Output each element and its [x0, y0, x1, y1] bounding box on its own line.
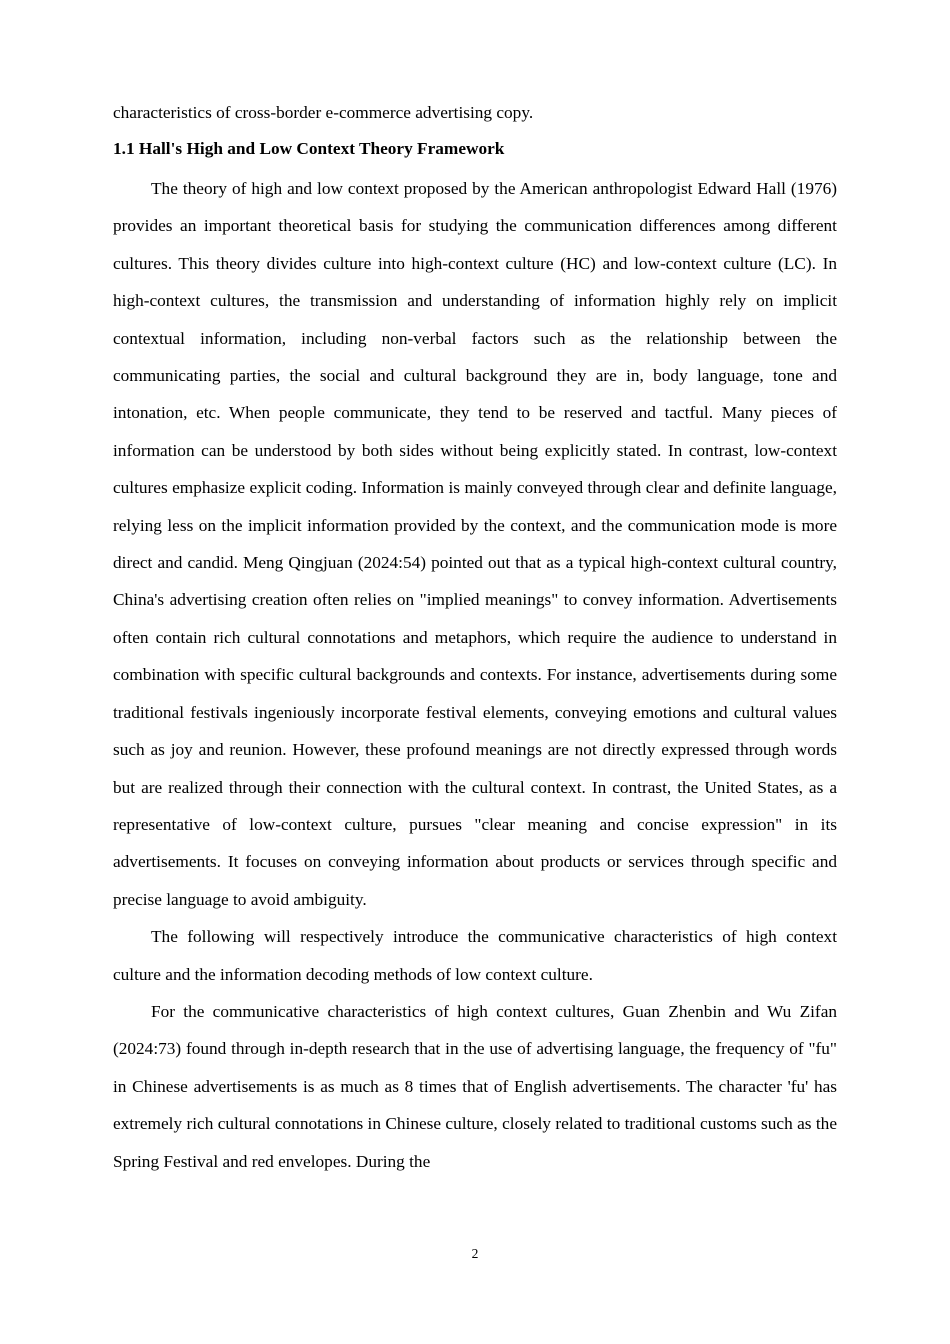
body-paragraph-2: The following will respectively introduce the communicative characteristics of high context culture and the information decoding methods of low context culture.: [113, 927, 837, 984]
body-paragraph-1: The theory of high and low context proposed by the American anthropologist Edward Hall (1976) provides an important theoretical basis for studying the communication differences among different cultures. This theory divides culture into high-context culture (HC) and low-context culture (LC). In high-context cultures, the transmission and understanding of information highly rely on implicit contextual information, including non-verbal factors such as the relationship between the communicating parties, the social and cultural background they are in, body language, tone and intonation, etc. When people communicate, they tend to be reserved and tactful. Many pieces of information can be understood by both sides without being explicitly stated. In contrast, low-context cultures emphasize explicit coding. Information is mainly conveyed through clear and definite language, relying less on the implicit information provided by the context, and the communication mode is more direct and candid. Meng Qingjuan (2024:54) pointed out that as a typical high-context cultural country, China's advertising creation often relies on "implied meanings" to convey information. Advertisements often contain rich cultural connotations and metaphors, which require the audience to understand in combination with specific cultural backgrounds and contexts. For instance, advertisements during some traditional festivals ingeniously incorporate festival elements, conveying emotions and cultural values such as joy and reunion. However, these profound meanings are not directly expressed through words but are realized through their connection with the cultural context. In contrast, the United States, as a representative of low-context culture, pursues "clear meaning and concise expression" in its advertisements. It focuses on conveying information about products or services through specific and precise language to avoid ambiguity.: [113, 179, 837, 909]
continuation-text: characteristics of cross-border e-commerce advertising copy.: [113, 103, 534, 122]
section-heading: 1.1 Hall's High and Low Context Theory Framework: [113, 139, 505, 158]
page-number: 2: [471, 1246, 479, 1261]
body-paragraph-3: For the communicative characteristics of high context cultures, Guan Zhenbin and Wu Zifan (2024:73) found through in-depth research that in the use of advertising language, the frequency of "fu" in Chinese advertisements is as much as 8 times that of English advertisements. The character 'fu' has extremely rich cultural connotations in Chinese culture, closely related to traditional customs such as the Spring Festival and red envelopes. During the: [113, 1001, 837, 1171]
document-page: [113, 98, 837, 1180]
